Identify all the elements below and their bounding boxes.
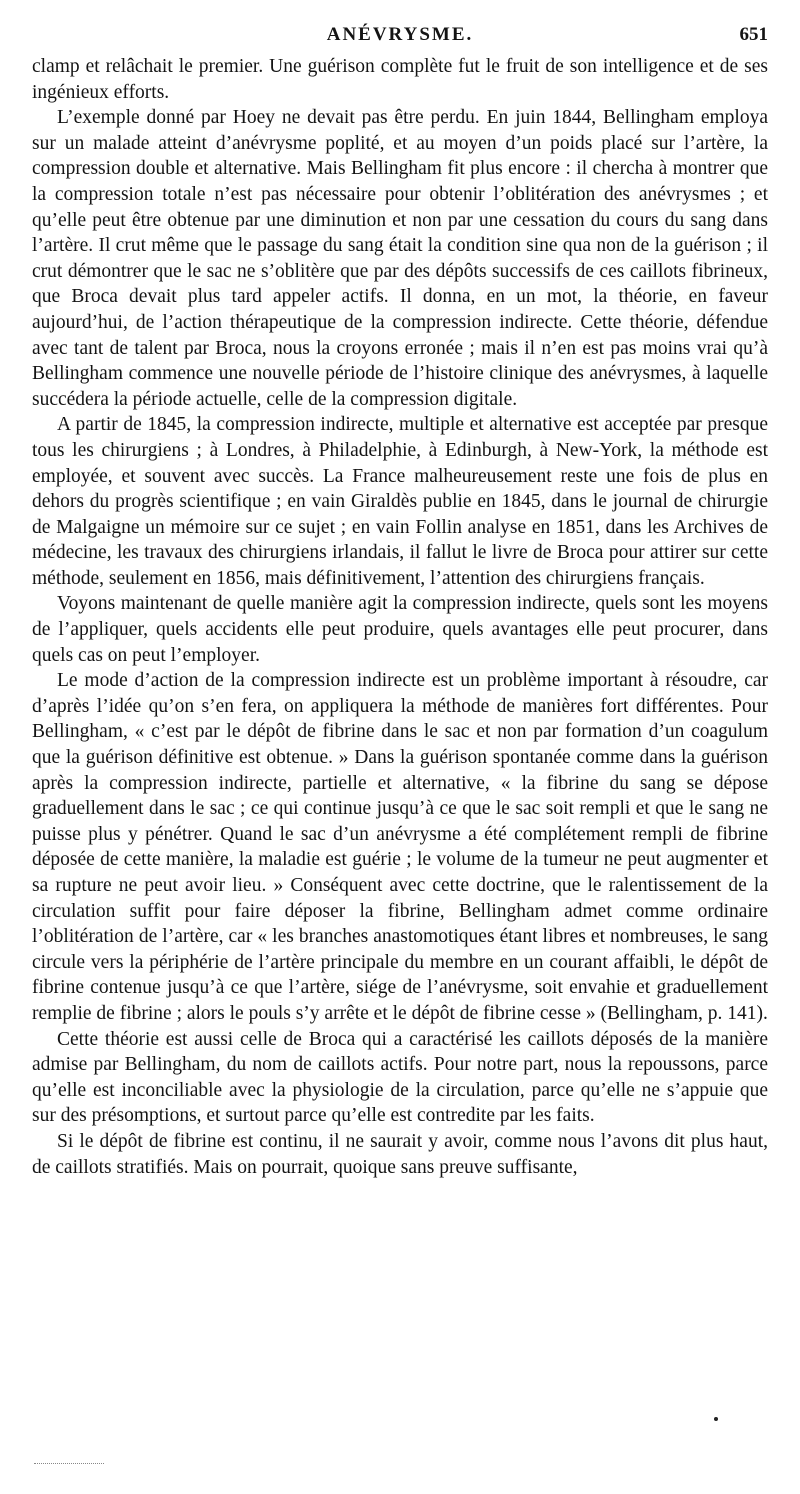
paragraph-continuation: clamp et relâchait le premier. Une guérison complète fut le fruit de son intelligence et de ses ingénieux efforts. [32, 56, 768, 103]
page-number: 651 [739, 24, 768, 45]
running-head [32, 22, 768, 48]
footer-rule [34, 1463, 104, 1464]
running-title: ANÉVRYSME. [326, 24, 474, 45]
paragraph-stratified-clots: Si le dépôt de fibrine est continu, il ne saurait y avoir, comme nous l’avons dit plus haut, de caillots stratifiés. Mais on pourrait, quoique sans preuve suffisante, [32, 1130, 768, 1178]
paragraph-outline: Voyons maintenant de quelle manière agit la compression indirecte, quels sont les moyens de l’appliquer, quels accidents elle peut produire, quels avantages elle peut procurer, dans quels cas on peut l’employer. [32, 593, 768, 666]
paragraph-broca-theory: Cette théorie est aussi celle de Broca qui a caractérisé les caillots déposés de la manière admise par Bellingham, du nom de caillots actifs. Pour notre part, nous la repoussons, parce qu’elle est inconciliable avec la physiologie de la circulation, parce qu’elle ne s’appuie que sur des présomptions, et surtout parce qu’elle est contredite par les faits. [32, 1028, 768, 1127]
book-page [32, 22, 768, 1180]
margin-speck [714, 1417, 718, 1421]
paragraph-adoption-1845: A partir de 1845, la compression indirecte, multiple et alternative est acceptée par presque tous les chirurgiens ; à Londres, à Philadelphie, à Edinburgh, à New-York, la méthode est employée, et souvent avec succès. La France malheureusement reste une fois de plus en dehors du progrès scientifique ; en vain Giraldès publie en 1845, dans le journal de chirurgie de Malgaigne un mémoire sur ce sujet ; en vain Follin analyse en 1851, dans les Archives de médecine, les travaux des chirurgiens irlandais, il fallut le livre de Broca pour attirer sur cette méthode, seulement en 1856, mais définitivement, l’attention des chirurgiens français. [32, 414, 768, 589]
paragraph-bellingham-history: L’exemple donné par Hoey ne devait pas être perdu. En juin 1844, Bellingham employa sur un malade atteint d’anévrysme poplité, et au moyen d’un poids placé sur l’artère, la compression double et alternative. Mais Bellingham fit plus encore : il chercha à montrer que la compression totale n’est pas nécessaire pour obtenir l’oblitération des anévrysmes ; et qu’elle peut être obtenue par une diminution et non par une cessation du cours du sang dans l’artère. Il crut même que le passage du sang était la condition sine qua non de la guérison ; il crut démontrer que le sac ne s’oblitère que par des dépôts successifs de ces caillots fibrineux, que Broca devait plus tard appeler actifs. Il donna, en un mot, la théorie, en faveur aujourd’hui, de l’action thérapeutique de la compression indirecte. Cette théorie, défendue avec tant de talent par Broca, nous la croyons erronée ; mais il n’en est pas moins vrai qu’à Bellingham commence une nouvelle période de l’histoire clinique des anévrysmes, à laquelle succédera la période actuelle, celle de la compression digitale. [32, 107, 768, 410]
paragraph-mode-of-action: Le mode d’action de la compression indirecte est un problème important à résoudre, car d’après l’idée qu’on s’en fera, on appliquera la méthode de manières fort différentes. Pour Bellingham, « c’est par le dépôt de fibrine dans le sac et non par formation d’un coagulum que la guérison définitive est obtenue. » Dans la guérison spontanée comme dans la guérison après la compression indirecte, partielle et alternative, « la fibrine du sang se dépose graduellement dans le sac ; ce qui continue jusqu’à ce que le sac soit rempli et que le sang ne puisse plus y pénétrer. Quand le sac d’un anévrysme a été complétement rempli de fibrine déposée de cette manière, la maladie est guérie ; le volume de la tumeur ne peut augmenter et sa rupture ne peut avoir lieu. » Conséquent avec cette doctrine, que le ralentissement de la circulation suffit pour faire déposer la fibrine, Bellingham admet comme ordinaire l’oblitération de l’artère, car « les branches anastomotiques étant libres et nombreuses, le sang circule vers la périphérie de l’artère principale du membre en un courant affaibli, le dépôt de fibrine contenue jusqu’à ce que l’artère, siége de l’anévrysme, soit envahie et graduellement remplie de fibrine ; alors le pouls s’y arrête et le dépôt de fibrine cesse » (Bellingham, p. 141). [32, 670, 768, 1024]
